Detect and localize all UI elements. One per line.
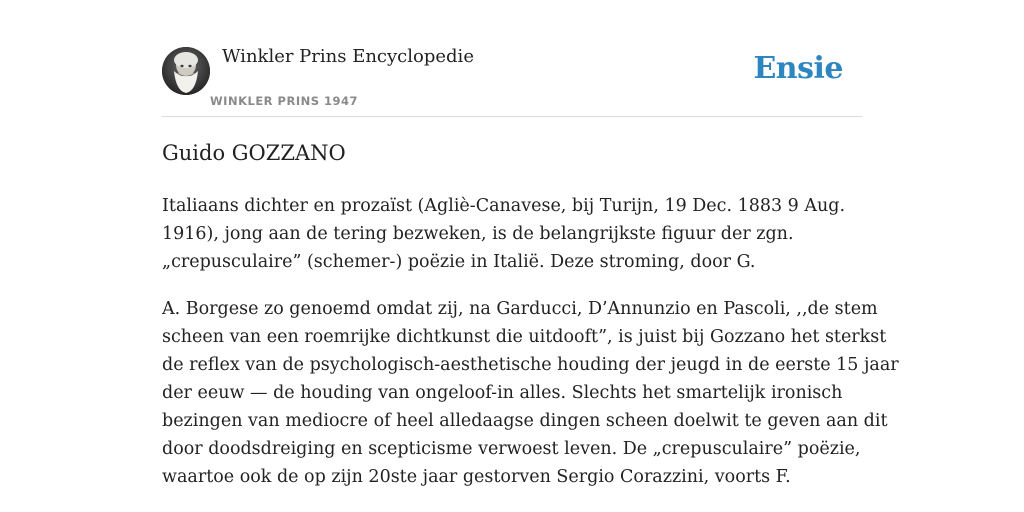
brand-logo[interactable]: Ensie bbox=[753, 51, 843, 86]
paragraph-line: bezingen van mediocre of heel alledaagse dingen scheen doelwit te geven aan dit bbox=[162, 411, 888, 431]
avatar[interactable] bbox=[162, 47, 210, 95]
paragraph-line: scheen van een roemrijke dichtkunst die uitdooft”, is juist bij Gozzano het sterkst bbox=[162, 327, 887, 347]
article-paragraph bbox=[162, 192, 862, 276]
paragraph-line: door doodsdreiging en scepticisme verwoest leven. De „crepusculaire” poëzie, bbox=[162, 439, 861, 459]
source-subtitle[interactable]: WINKLER PRINS 1947 bbox=[210, 94, 359, 108]
paragraph-line: A. Borgese zo genoemd omdat zij, na Garducci, D’Annunzio en Pascoli, ,,de stem bbox=[162, 299, 878, 319]
article-title: Guido GOZZANO bbox=[162, 141, 346, 165]
bearded-man-portrait-icon bbox=[162, 47, 210, 95]
article-paragraph bbox=[162, 295, 899, 491]
paragraph-line: waartoe ook de op zijn 20ste jaar gestorven Sergio Corazzini, voorts F. bbox=[162, 467, 791, 487]
site-header bbox=[162, 0, 862, 117]
paragraph-line: de reflex van de psychologisch-aesthetische houding der jeugd in de eerste 15 jaar bbox=[162, 355, 899, 375]
paragraph-line: Italiaans dichter en prozaïst (Agliè-Canavese, bij Turijn, 19 Dec. 1883 9 Aug. bbox=[162, 196, 846, 216]
paragraph-line: der eeuw — de houding van ongeloof-in alles. Slechts het smartelijk ironisch bbox=[162, 383, 843, 403]
paragraph-line: „crepusculaire” (schemer-) poëzie in Italië. Deze stroming, door G. bbox=[162, 252, 756, 272]
site-title[interactable]: Winkler Prins Encyclopedie bbox=[222, 46, 474, 67]
paragraph-line: 1916), jong aan de tering bezweken, is de belangrijkste figuur der zgn. bbox=[162, 224, 794, 244]
page bbox=[162, 0, 899, 487]
